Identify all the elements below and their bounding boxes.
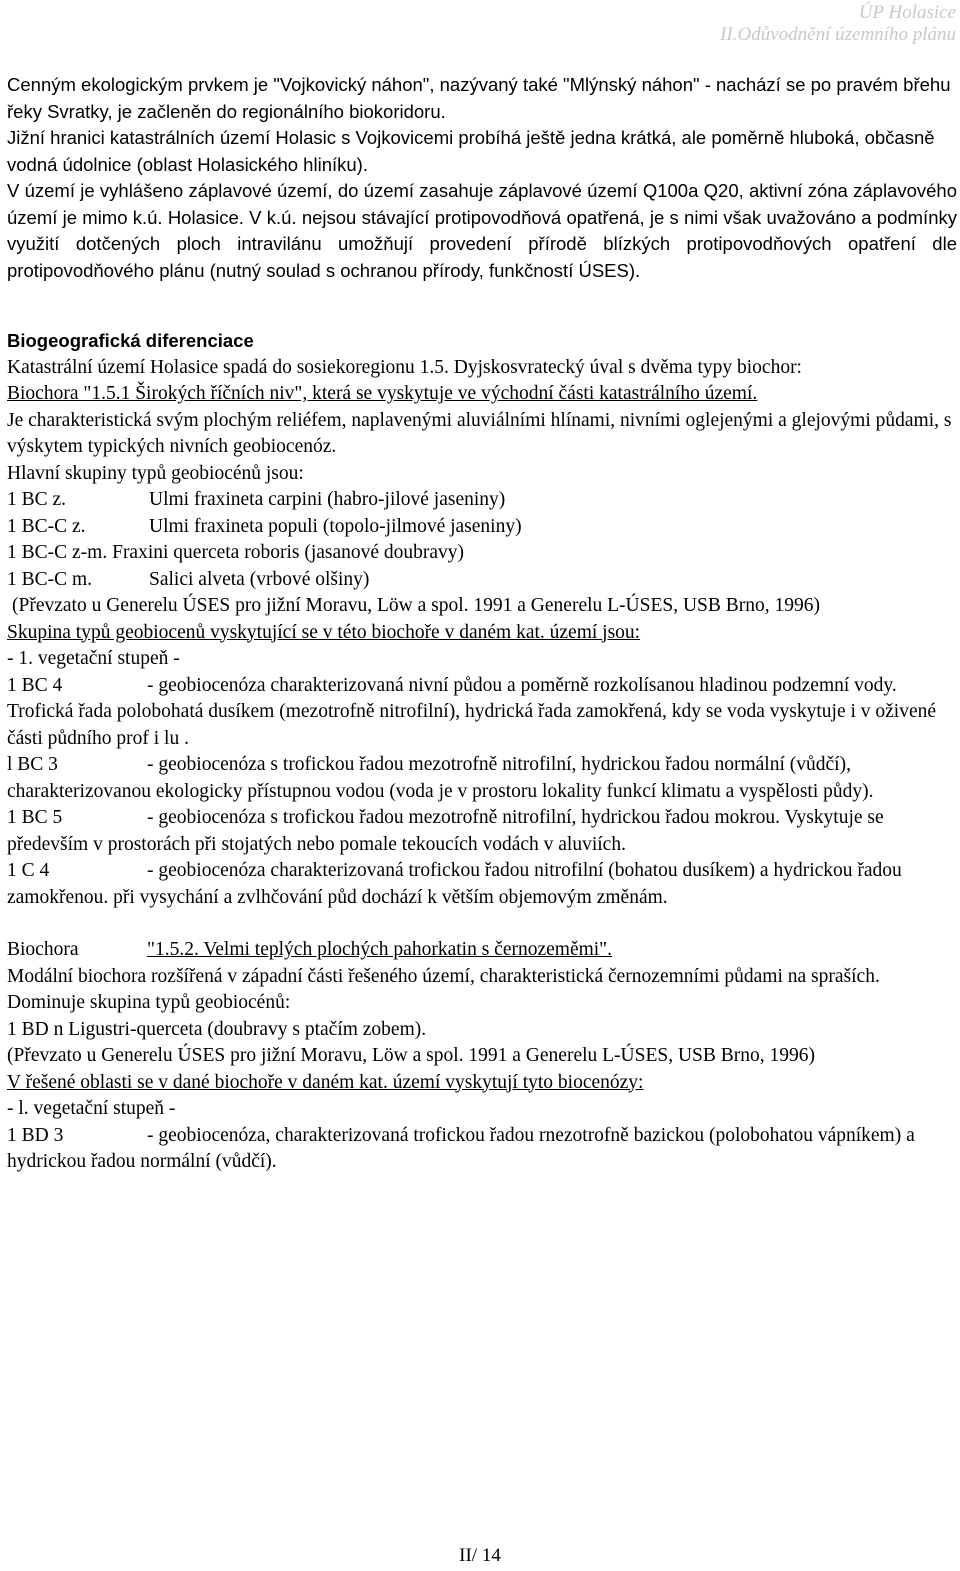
section-heading: Biogeografická diferenciace <box>7 330 254 351</box>
biocenosis-code: 1 C 4 <box>7 860 50 881</box>
group-code: 1 BC-C z-m. <box>7 542 108 563</box>
group-name: Salici alveta (vrbové olšiny) <box>149 568 370 590</box>
biocenosis-item <box>7 858 957 911</box>
intro-paragraph-2: Jižní hranici katastrálních území Holasic s Vojkovicemi probíhá ještě jedna krátká, ale poměrně hluboká, občasně vodná údolnice (oblast Holasického hliníku). <box>7 127 935 175</box>
group-code: 1 BC-C z. <box>7 515 86 537</box>
biochora-2-description: Modální biochora rozšířená v západní části řešeného území, charakteristická černozemními půdami na spraších. <box>7 965 880 987</box>
biocenosis-item <box>7 752 957 805</box>
biocenosis-item <box>7 673 957 753</box>
source-note-1: (Převzato u Generelu ÚSES pro jižní Moravu, Löw a spol. 1991 a Generelu L-ÚSES, USB Brno, 1996) <box>12 595 821 616</box>
biochora-2-label: Biochora <box>7 939 79 960</box>
vegetation-level-1: - 1. vegetační stupeň - <box>7 648 180 669</box>
group-code: 1 BC-C m. <box>7 568 93 590</box>
biocenosis-code: 1 BC 5 <box>7 807 63 828</box>
biocenosis-code: l BC 3 <box>7 754 58 775</box>
spacer <box>7 284 957 328</box>
biochora-1-description: Je charakteristická svým plochým reliéfem, naplavenými aluviálními hlínami, nivními oglejenými a glejovými půdami, s výskytem typických nivních geobiocenóz. <box>7 409 952 457</box>
document-body <box>7 72 957 1176</box>
biocenosis-code: 1 BC 4 <box>7 674 63 696</box>
group-row <box>7 487 957 514</box>
group-name: Fraxini querceta roboris (jasanové doubravy) <box>112 542 465 563</box>
biocenosis-text: - geobiocenóza s trofickou řadou mezotrofně nitrofilní, hydrickou řadou normální (vůdčí), charakterizovanou ekologicky přístupnou vodou (voda je v prostoru lokality funkcí klimatu a vyspělosti půdy). <box>7 754 874 802</box>
group-name: Ulmi fraxineta populi (topolo-jilmové jaseniny) <box>149 515 522 537</box>
group-name: Ulmi fraxineta carpini (habro-jilové jaseniny) <box>149 489 506 510</box>
source-note-2: (Převzato u Generelu ÚSES pro jižní Moravu, Löw a spol. 1991 a Generelu L-ÚSES, USB Brno, 1996) <box>7 1045 816 1066</box>
dominant-group: 1 BD n Ligustri-querceta (doubravy s ptačím zobem). <box>7 1018 427 1040</box>
occurring-heading-1: Skupina typů geobiocenů vyskytující se v této biochoře v daném kat. území jsou: <box>7 621 641 643</box>
biochora-2-title: "1.5.2. Velmi teplých plochých pahorkatin s černozeměmi". <box>147 939 613 960</box>
group-row <box>7 540 957 567</box>
biocenosis-text: - geobiocenóza, charakterizovaná trofickou řadou rnezotrofně bazickou (polobohatou vápníkem) a hydrickou řadou normální (vůdčí). <box>7 1124 915 1172</box>
biocenosis-code: 1 BD 3 <box>7 1124 64 1146</box>
spacer <box>7 911 957 937</box>
vegetation-level-2: - l. vegetační stupeň - <box>7 1098 176 1119</box>
header-title: ÚP Holasice <box>858 2 956 23</box>
dominant-heading: Dominuje skupina typů geobiocénů: <box>7 992 291 1013</box>
intro-paragraph-1: Cenným ekologickým prvkem je "Vojkovický náhon", nazývaný také "Mlýnský náhon" - nachází se po pravém břehu řeky Svratky, je začleněn do regionálního biokoridoru. <box>7 74 951 122</box>
biochora-1-heading: Biochora "1.5.1 Širokých říčních niv", která se vyskytuje ve východní části katastrálního území. <box>7 383 758 404</box>
header-subtitle: II.Odůvodnění územního plánu <box>720 24 956 45</box>
biocenosis-text: - geobiocenóza charakterizovaná trofickou řadou nitrofilní (bohatou dusíkem) a hydrickou řadou zamokřenou. při vysychání a zvlhčování půd dochází k větším objemovým změnám. <box>7 860 902 908</box>
section-intro: Katastrální území Holasice spadá do sosiekoregionu 1.5. Dyjskosvratecký úval s dvěma typy biochor: <box>7 356 802 378</box>
biocenosis-text: - geobiocenóza charakterizovaná nivní půdou a poměrně rozkolísanou hladinou podzemní vody. Trofická řada polobohatá dusíkem (mezotrofně nitrofilní), hydrická řada zamokřená, kdy se voda vyskytuje i v oživené části půdního prof i lu . <box>7 674 937 749</box>
biochora-2-heading <box>7 937 957 964</box>
biocenosis-text: - geobiocenóza s trofickou řadou mezotrofně nitrofilní, hydrickou řadou mokrou. Vyskytuje se především v prostorách při stojatých nebo pomale tekoucích vodách v aluviích. <box>7 807 884 855</box>
biocenosis-item <box>7 1123 957 1176</box>
biocenosis-item <box>7 805 957 858</box>
group-code: 1 BC z. <box>7 489 67 510</box>
intro-paragraph-3: V území je vyhlášeno záplavové území, do území zasahuje záplavové území Q100a Q20, aktivní zóna záplavového území je mimo k.ú. Holasice. V k.ú. nejsou stávající protipovodňová opatřená, je s nimi však uvažováno a podmínky využití dotčených ploch intravilánu umožňují provedení přírodě blízkých protipovodňových opatření dle protipovodňového plánu (nutný soulad s ochranou přírody, funkčností ÚSES). <box>7 180 957 281</box>
group-row <box>7 514 957 541</box>
page-number: II/ 14 <box>459 1545 501 1566</box>
group-row <box>7 567 957 594</box>
occurring-heading-2: V řešené oblasti se v dané biochoře v daném kat. území vyskytují tyto biocenózy: <box>7 1071 644 1093</box>
page-header <box>720 2 956 46</box>
groups-heading: Hlavní skupiny typů geobiocénů jsou: <box>7 462 304 484</box>
